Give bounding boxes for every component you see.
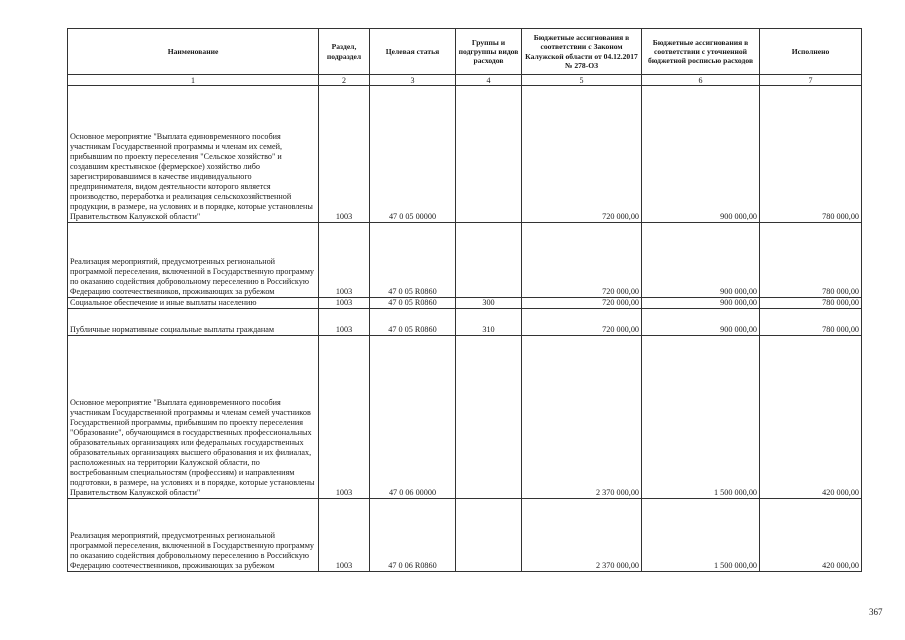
row-target: 47 0 05 R0860 — [370, 298, 456, 309]
row-section: 1003 — [319, 499, 370, 572]
row-law-amount: 720 000,00 — [522, 298, 642, 309]
row-section: 1003 — [319, 309, 370, 336]
row-law-amount: 720 000,00 — [522, 223, 642, 298]
row-name: Основное мероприятие "Выплата единовременного пособия участникам Государственной программы и членам их семей, прибывшим по проекту переселения "Сельское хозяйство" и создавшим крестьянское (фермерское) хозяйство либо зарегистрировавшимся в качестве индивидуального предпринимателя, видом деятельности которого является производство, переработка и реализация сельскохозяйственной продукции, в размере, на условиях и в порядке, которые установлены Правительством Калужской области" — [68, 86, 319, 223]
row-refined-amount: 1 500 000,00 — [642, 336, 760, 499]
header-law: Бюджетные ассигнования в соответствии с Законом Калужской области от 04.12.2017 № 278-ОЗ — [522, 29, 642, 75]
header-section: Раздел, подраздел — [319, 29, 370, 75]
row-executed-amount: 420 000,00 — [760, 499, 862, 572]
row-group — [456, 336, 522, 499]
row-group: 300 — [456, 298, 522, 309]
row-section: 1003 — [319, 298, 370, 309]
table-row — [68, 336, 862, 499]
row-law-amount: 2 370 000,00 — [522, 499, 642, 572]
header-group: Группы и подгруппы видов расходов — [456, 29, 522, 75]
row-law-amount: 720 000,00 — [522, 309, 642, 336]
row-executed-amount: 780 000,00 — [760, 309, 862, 336]
row-refined-amount: 1 500 000,00 — [642, 499, 760, 572]
header-name: Наименование — [68, 29, 319, 75]
column-number: 7 — [760, 75, 862, 86]
row-law-amount: 720 000,00 — [522, 86, 642, 223]
row-target: 47 0 06 00000 — [370, 336, 456, 499]
row-group — [456, 86, 522, 223]
column-number: 4 — [456, 75, 522, 86]
column-number: 1 — [68, 75, 319, 86]
row-group — [456, 223, 522, 298]
row-section: 1003 — [319, 336, 370, 499]
row-refined-amount: 900 000,00 — [642, 86, 760, 223]
row-name: Социальное обеспечение и иные выплаты населению — [68, 298, 319, 309]
table-row — [68, 86, 862, 223]
column-number: 5 — [522, 75, 642, 86]
row-refined-amount: 900 000,00 — [642, 309, 760, 336]
row-name: Реализация мероприятий, предусмотренных региональной программой переселения, включенной в Государственную программу по оказанию содействия добровольному переселению в Российскую Федерацию соотечественников, проживающих за рубежом — [68, 223, 319, 298]
header-refined: Бюджетные ассигнования в соответствии с уточненной бюджетной росписью расходов — [642, 29, 760, 75]
table-row — [68, 499, 862, 572]
row-executed-amount: 780 000,00 — [760, 86, 862, 223]
row-refined-amount: 900 000,00 — [642, 223, 760, 298]
row-group: 310 — [456, 309, 522, 336]
row-target: 47 0 05 R0860 — [370, 309, 456, 336]
row-target: 47 0 05 00000 — [370, 86, 456, 223]
row-name: Реализация мероприятий, предусмотренных региональной программой переселения, включенной в Государственную программу по оказанию содействия добровольному переселению в Российскую Федерацию соотечественников, проживающих за рубежом — [68, 499, 319, 572]
header-row — [68, 29, 862, 75]
row-executed-amount: 780 000,00 — [760, 223, 862, 298]
row-target: 47 0 05 R0860 — [370, 223, 456, 298]
row-executed-amount: 420 000,00 — [760, 336, 862, 499]
row-refined-amount: 900 000,00 — [642, 298, 760, 309]
row-section: 1003 — [319, 223, 370, 298]
header-executed: Исполнено — [760, 29, 862, 75]
row-name: Публичные нормативные социальные выплаты гражданам — [68, 309, 319, 336]
row-executed-amount: 780 000,00 — [760, 298, 862, 309]
column-number: 2 — [319, 75, 370, 86]
row-group — [456, 499, 522, 572]
column-number: 6 — [642, 75, 760, 86]
row-target: 47 0 06 R0860 — [370, 499, 456, 572]
row-name: Основное мероприятие "Выплата единовременного пособия участникам Государственной программы и членам семей участников Государственной программы, прибывшим по проекту переселения "Образование", обучающимся в государственных профессиональных образовательных организациях или федеральных государственных образовательных организациях высшего образования и их филиалах, расположенных на территории Калужской области, по востребованным специальностям (профессиям) и направлениям подготовки, в размере, на условиях и в порядке, которые установлены Правительством Калужской области" — [68, 336, 319, 499]
row-law-amount: 2 370 000,00 — [522, 336, 642, 499]
table-row — [68, 298, 862, 309]
table-row — [68, 223, 862, 298]
header-target: Целевая статья — [370, 29, 456, 75]
budget-execution-table — [67, 28, 862, 572]
column-number: 3 — [370, 75, 456, 86]
table-row — [68, 309, 862, 336]
column-numbers-row — [68, 75, 862, 86]
page-number: 367 — [869, 607, 883, 617]
row-section: 1003 — [319, 86, 370, 223]
